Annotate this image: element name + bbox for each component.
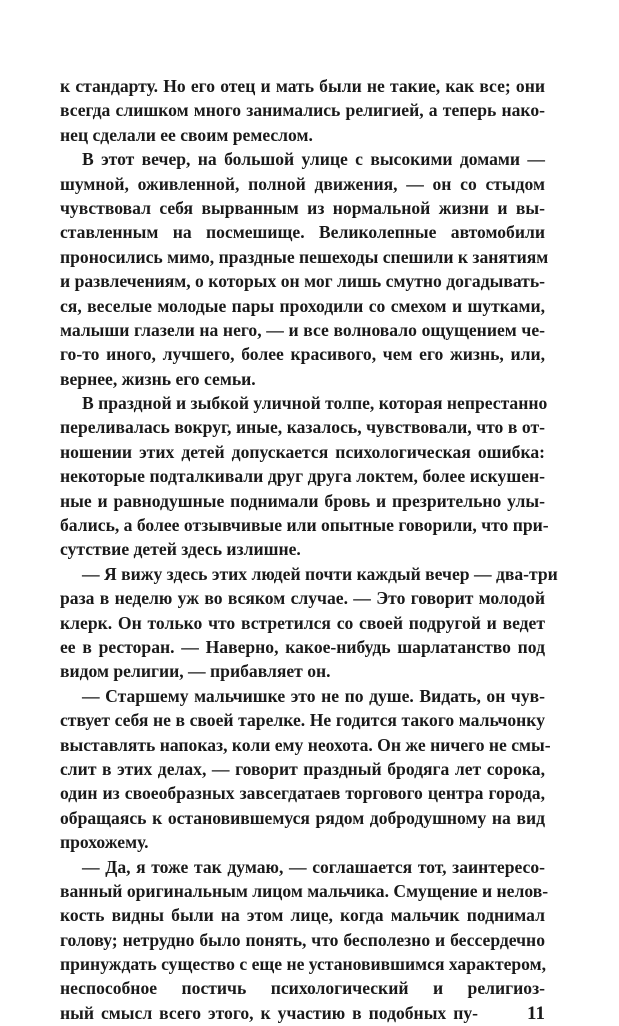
text-line: го-то иного, лучшего, более красивого, чем его жизнь, или, bbox=[60, 344, 545, 365]
text-line: В этот вечер, на большой улице с высокими домами — bbox=[82, 149, 545, 170]
text-line: — Старшему мальчишке это не по душе. Видать, он чув- bbox=[82, 685, 545, 706]
text-line: В праздной и зыбкой уличной толпе, которая непрестанно bbox=[82, 393, 548, 414]
text-line: малыши глазели на него, — и все волновало ощущением че- bbox=[60, 319, 545, 340]
text-line: проносились мимо, праздные пешеходы спешили к занятиям bbox=[60, 246, 549, 267]
text-line: и развлечениям, о которых он мог лишь смутно догадывать- bbox=[60, 271, 545, 292]
text-line: ванный оригинальным лицом мальчика. Смущение и нелов- bbox=[60, 880, 549, 901]
text-line: видом религии, — прибавляет он. bbox=[60, 661, 331, 682]
text-line: обращаясь к остановившемуся рядом добродушному на вид bbox=[60, 807, 545, 828]
text-line: нец сделали ее своим ремеслом. bbox=[60, 124, 313, 145]
text-line: переливалась вокруг, иные, казалось, чувствовали, что в от- bbox=[60, 417, 545, 438]
text-line: ствует себя не в своей тарелке. Не годится такого мальчонку bbox=[60, 710, 545, 731]
text-line: к стандарту. Но его отец и мать были не такие, как все; они bbox=[60, 76, 545, 96]
text-line: раза в неделю уж во всяком случае. — Это говорит молодой bbox=[60, 588, 545, 609]
last-line-row bbox=[60, 1001, 545, 1026]
text-line: кость видны были на этом лице, когда мальчик поднимал bbox=[60, 905, 545, 926]
text-line: ношении этих детей допускается психологическая ошибка: bbox=[60, 441, 545, 462]
text-line: прохожему. bbox=[60, 832, 149, 853]
text-line: выставлять напоказ, коли ему неохота. Он же ничего не смы- bbox=[60, 734, 551, 755]
text-line: принуждать существо с еще не установившимся характером, bbox=[60, 954, 547, 975]
text-line: чувствовал себя вырванным из нормальной жизни и вы- bbox=[60, 197, 545, 218]
book-page-text bbox=[60, 74, 558, 1026]
text-line: — Да, я тоже так думаю, — соглашается тот, заинтересо- bbox=[82, 856, 545, 877]
text-line: неспособное постичь психологический и религиоз- bbox=[60, 978, 545, 999]
text-line: сутствие детей здесь излишне. bbox=[60, 539, 301, 560]
text-line: всегда слишком много занимались религией, а теперь нако- bbox=[60, 100, 545, 121]
text-line-final: ный смысл всего этого, к участию в подобных пу- bbox=[60, 1002, 478, 1023]
text-line: слит в этих делах, — говорит праздный бродяга лет сорока, bbox=[60, 758, 545, 779]
page-number: 11 bbox=[527, 1002, 545, 1024]
text-line: голову; нетрудно было понять, что бесполезно и бессердечно bbox=[60, 929, 545, 950]
text-line: ее в ресторан. — Наверно, какое-нибудь шарлатанство под bbox=[60, 636, 545, 657]
text-line: один из своеобразных завсегдатаев торгового центра города, bbox=[60, 783, 545, 804]
text-line: некоторые подталкивали друг друга локтем, более искушен- bbox=[60, 466, 545, 487]
text-line: — Я вижу здесь этих людей почти каждый вечер — два-три bbox=[82, 563, 558, 584]
text-line: бались, а более отзывчивые или опытные говорили, что при- bbox=[60, 515, 549, 536]
text-line: шумной, оживленной, полной движения, — он со стыдом bbox=[60, 173, 545, 194]
text-line: ставленным на посмешище. Великолепные автомобили bbox=[60, 222, 545, 243]
text-line: ные и равнодушные поднимали бровь и презрительно улы- bbox=[60, 490, 545, 511]
text-line: клерк. Он только что встретился со своей подругой и ведет bbox=[60, 612, 545, 633]
text-line: вернее, жизнь его семьи. bbox=[60, 368, 256, 389]
text-line: ся, веселые молодые пары проходили со смехом и шутками, bbox=[60, 295, 545, 316]
